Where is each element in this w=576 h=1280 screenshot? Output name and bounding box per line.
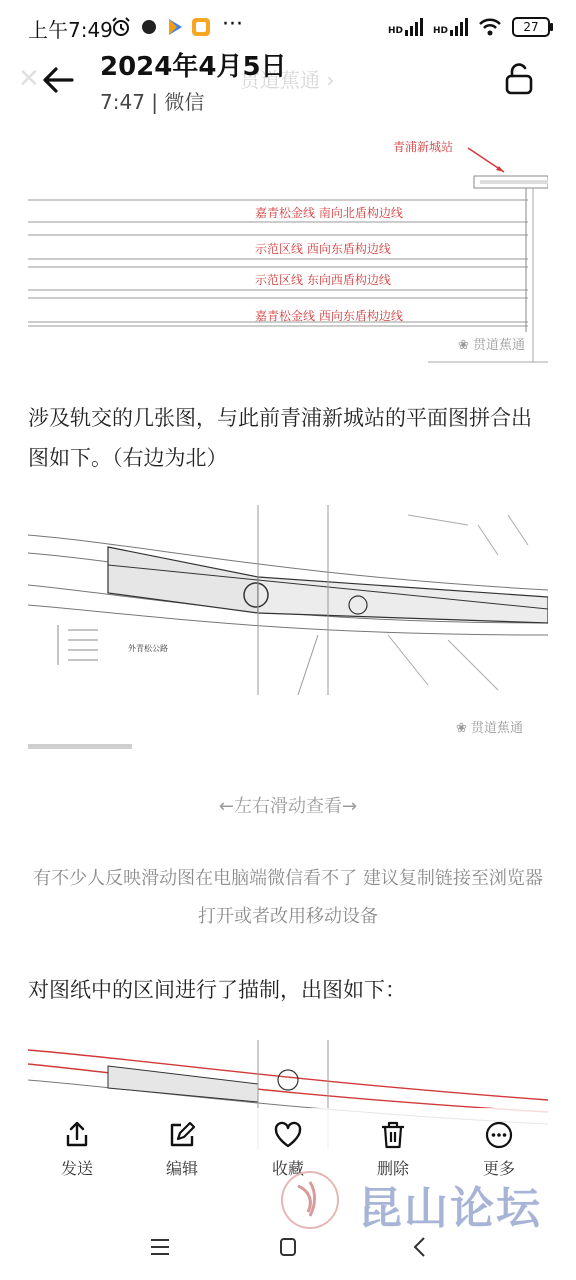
- toolbar-label: 删除: [376, 1159, 409, 1178]
- wifi-icon: [478, 17, 502, 37]
- road-label: 外青松公路: [128, 644, 168, 653]
- ghost-account-title: 贯道蕉通 ›: [240, 68, 335, 92]
- route-line-label: 示范区线 西向东盾构边线: [255, 242, 391, 256]
- record-icon: [138, 16, 160, 38]
- toolbar-label: 更多: [482, 1159, 515, 1178]
- route-line-label: 嘉青松金线 南向北盾构边线: [255, 206, 403, 220]
- more-notifications-icon: ···: [222, 12, 243, 37]
- wechat-icon: ❀: [458, 338, 469, 353]
- edit-icon: [167, 1120, 197, 1150]
- back-nav-icon[interactable]: [400, 1232, 440, 1262]
- toolbar-label: 发送: [60, 1159, 93, 1178]
- page-subtitle: 7:47 | 微信: [100, 90, 205, 114]
- more-icon: [484, 1120, 514, 1150]
- status-bar: [0, 0, 576, 56]
- article-paragraph: 对图纸中的区间进行了描制，出图如下：: [28, 978, 406, 1002]
- home-nav-icon[interactable]: [268, 1232, 308, 1262]
- swipe-hint: ←左右滑动查看→: [218, 796, 358, 817]
- battery-icon: 27: [512, 17, 550, 37]
- wechat-icon: ❀: [456, 721, 467, 736]
- article-paragraph: 涉及轨交的几张图，与此前青浦新城站的平面图拼合出图如下。（右边为北）: [28, 406, 532, 470]
- route-plan-image: [28, 122, 548, 370]
- scroll-indicator: [28, 744, 132, 749]
- toolbar-label: 编辑: [165, 1159, 198, 1178]
- menu-nav-icon[interactable]: [140, 1232, 180, 1262]
- image-watermark: ❀ 贯道蕉通: [456, 721, 524, 736]
- signal-icon-1: HD: [388, 18, 423, 36]
- signal-icon-2: HD: [433, 18, 468, 36]
- station-label: 青浦新城站: [393, 140, 454, 154]
- send-button[interactable]: [37, 1120, 117, 1179]
- trash-icon: [378, 1120, 408, 1150]
- back-button[interactable]: [38, 60, 78, 100]
- play-store-icon: [164, 16, 186, 38]
- unlock-button[interactable]: [502, 62, 536, 96]
- compatibility-note: 有不少人反映滑动图在电脑端微信看不了 建议复制链接至浏览器打开或者改用移动设备: [33, 868, 543, 927]
- status-right: [388, 14, 550, 40]
- image-watermark: ❀ 贯道蕉通: [458, 338, 526, 353]
- edit-button[interactable]: [142, 1120, 222, 1179]
- route-line-label: 嘉青松金线 西向东盾构边线: [255, 309, 403, 323]
- station-plan-drawing: [28, 505, 548, 695]
- forum-watermark: 昆山论坛: [358, 1183, 542, 1234]
- toolbar-label: 收藏: [271, 1159, 304, 1178]
- ghost-close-icon: ✕: [18, 64, 40, 94]
- share-icon: [62, 1120, 92, 1150]
- status-time: 上午7:49: [28, 18, 113, 42]
- station-plan-image[interactable]: [28, 505, 548, 736]
- app-notification-icon: [190, 16, 212, 38]
- alarm-icon: [110, 16, 132, 38]
- page-title: 2024年4月5日: [100, 52, 287, 82]
- heart-icon: [273, 1120, 303, 1150]
- route-line-label: 示范区线 东向西盾构边线: [255, 273, 391, 287]
